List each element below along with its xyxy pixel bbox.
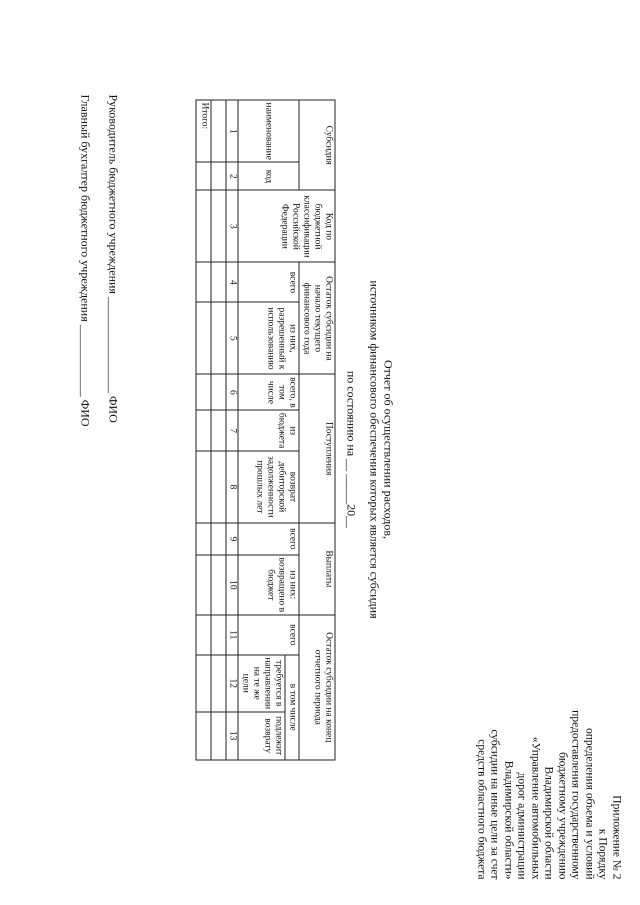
appendix-line: к Порядку bbox=[597, 828, 609, 880]
col-number: 12 bbox=[226, 655, 238, 712]
appendix-block bbox=[474, 680, 623, 880]
accountant-signature: Главный бухгалтер бюджетного учреждения ____________ ФИО bbox=[78, 94, 93, 427]
header-payments-total: всего bbox=[238, 523, 299, 555]
appendix-line: предоставления государственному bbox=[570, 710, 582, 880]
total-label: Итого: bbox=[196, 100, 211, 162]
header-allowed: из них, разрешенный к использованию bbox=[238, 302, 299, 374]
header-receipts-total: всего, в том числе bbox=[238, 374, 299, 410]
header-balance-total: всего bbox=[238, 262, 299, 302]
header-receipts: Поступления bbox=[299, 374, 335, 522]
col-number: 10 bbox=[226, 555, 238, 615]
appendix-line: субсидии на иные цели за счет bbox=[489, 729, 501, 880]
column-number-row bbox=[226, 100, 238, 760]
col-number: 7 bbox=[226, 410, 238, 450]
title-line-1: Отчет об осуществлении расходов, bbox=[381, 359, 396, 540]
header-code: код bbox=[238, 162, 299, 190]
appendix-line: средств областного бюджета bbox=[475, 739, 488, 880]
empty-row bbox=[211, 100, 226, 760]
appendix-line: определения объема и условий bbox=[583, 727, 596, 880]
col-number: 3 bbox=[226, 190, 238, 262]
header-receivables: возврат дебиторской задолженности прошлых лет bbox=[238, 451, 299, 523]
header-budget-code: Код по бюджетной классификации Российской Федерации bbox=[238, 190, 335, 262]
col-number: 13 bbox=[226, 712, 238, 760]
appendix-line: Владимирской области bbox=[543, 766, 555, 880]
appendix-line: Владимирской области» bbox=[502, 760, 515, 880]
header-name: наименование bbox=[238, 100, 299, 162]
report-date: по состоянию на __ _____20__ bbox=[344, 370, 359, 529]
header-end-total: всего bbox=[238, 615, 299, 655]
title-line-2: источником финансового обеспечения которых является субсидия bbox=[367, 280, 382, 619]
total-row bbox=[196, 100, 211, 760]
col-number: 1 bbox=[226, 100, 238, 162]
col-number: 8 bbox=[226, 451, 238, 523]
document-sheet bbox=[1, 0, 640, 905]
header-including: в том числе bbox=[285, 655, 299, 760]
report-title bbox=[368, 150, 396, 750]
report-table bbox=[196, 100, 336, 761]
col-number: 2 bbox=[226, 162, 238, 190]
header-balance-start: Остаток субсидии на начало текущего финансового года bbox=[299, 262, 335, 374]
col-number: 4 bbox=[226, 262, 238, 302]
col-number: 6 bbox=[226, 374, 238, 410]
col-number: 11 bbox=[226, 615, 238, 655]
director-signature: Руководитель бюджетного учреждения ________________ ФИО bbox=[106, 94, 121, 423]
header-returned: из них: возвращено в бюджет bbox=[238, 555, 299, 615]
header-from-budget: из бюджета bbox=[238, 410, 299, 450]
appendix-line: Приложение № 2 bbox=[610, 795, 623, 880]
col-number: 9 bbox=[226, 523, 238, 555]
header-balance-end: Остаток субсидии на конец отчетного периода bbox=[299, 615, 335, 760]
header-subsidy: Субсидия bbox=[299, 100, 335, 190]
col-number: 5 bbox=[226, 302, 238, 374]
header-to-return: подлежит возврату bbox=[238, 712, 285, 760]
header-payments: Выплаты bbox=[299, 523, 335, 615]
appendix-line: дорог администрации bbox=[516, 772, 528, 880]
appendix-line: «Управление автомобильных bbox=[529, 736, 542, 880]
appendix-line: бюджетному учреждению bbox=[556, 752, 569, 880]
header-required: требуется в направлении на те же цели bbox=[238, 655, 285, 712]
